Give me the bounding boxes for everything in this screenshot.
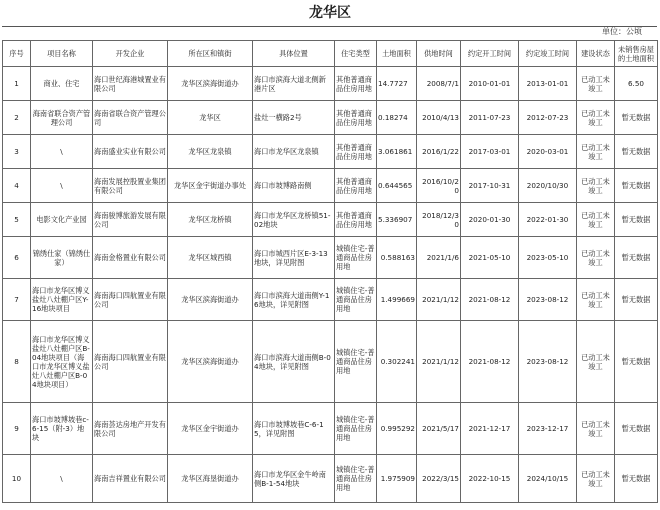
cell-start-date: 2010-01-01 xyxy=(461,67,519,101)
cell-district: 龙华区金宇街道办 xyxy=(168,403,253,455)
cell-location: 海口市坡博坡巷C-6-15，详见附图 xyxy=(253,403,335,455)
cell-district: 龙华区金宇街道办事处 xyxy=(168,169,253,203)
cell-location: 海口市城西片区E-3-13地块，详见附图 xyxy=(253,237,335,279)
cell-developer: 海南金格置业有限公司 xyxy=(93,237,168,279)
cell-index: 10 xyxy=(3,455,31,503)
cell-land-area: 5.336907 xyxy=(377,203,417,237)
cell-district: 龙华区城西镇 xyxy=(168,237,253,279)
cell-developer: 海南荟达房地产开发有限公司 xyxy=(93,403,168,455)
cell-developer: 海南发展控股置业集团有限公司 xyxy=(93,169,168,203)
cell-location: 海口市龙华区龙桥镇51-02地块 xyxy=(253,203,335,237)
cell-land-area: 0.644565 xyxy=(377,169,417,203)
cell-start-date: 2020-01-30 xyxy=(461,203,519,237)
cell-developer: 海南省联合资产管理公司 xyxy=(93,101,168,135)
column-header: 约定竣工时间 xyxy=(519,41,577,67)
cell-location: 海口市坡博路南侧 xyxy=(253,169,335,203)
cell-status: 已动工未竣工 xyxy=(577,279,615,321)
cell-status: 已动工未竣工 xyxy=(577,403,615,455)
cell-land-area: 1.499669 xyxy=(377,279,417,321)
column-header: 序号 xyxy=(3,41,31,67)
cell-district: 龙华区 xyxy=(168,101,253,135)
cell-developer: 海南海口四航置业有限公司 xyxy=(93,279,168,321)
cell-developer: 海南盛业实业有限公司 xyxy=(93,135,168,169)
cell-project: 商业、住宅 xyxy=(31,67,93,101)
column-header: 未销售房屋的土地面积 xyxy=(615,41,658,67)
cell-district: 龙华区龙泉镇 xyxy=(168,135,253,169)
cell-completion-date: 2024/10/15 xyxy=(519,455,577,503)
cell-unsold-area: 暂无数据 xyxy=(615,403,658,455)
cell-land-area: 1.975909 xyxy=(377,455,417,503)
cell-completion-date: 2013-01-01 xyxy=(519,67,577,101)
cell-housing-type: 其他普通商品住房用地 xyxy=(335,203,377,237)
table-row xyxy=(3,403,658,455)
cell-project: \ xyxy=(31,169,93,203)
column-header: 所在区和镇街 xyxy=(168,41,253,67)
cell-project: \ xyxy=(31,135,93,169)
cell-completion-date: 2020-03-01 xyxy=(519,135,577,169)
cell-location: 海口市龙华区龙泉镇 xyxy=(253,135,335,169)
cell-completion-date: 2022-01-30 xyxy=(519,203,577,237)
cell-district: 龙华区滨海街道办 xyxy=(168,67,253,101)
table-row xyxy=(3,279,658,321)
cell-land-area: 0.302241 xyxy=(377,321,417,403)
cell-project: 海口市龙华区博义盐灶八灶棚户区B-04地块项目（海口市龙华区博义盐灶八灶棚户区B-04地块项目） xyxy=(31,321,93,403)
cell-completion-date: 2020/10/30 xyxy=(519,169,577,203)
cell-status: 已动工未竣工 xyxy=(577,203,615,237)
column-header: 约定开工时间 xyxy=(461,41,519,67)
cell-housing-type: 城镇住宅-普通商品住房用地 xyxy=(335,321,377,403)
cell-unsold-area: 暂无数据 xyxy=(615,169,658,203)
cell-status: 已动工未竣工 xyxy=(577,101,615,135)
table-row xyxy=(3,455,658,503)
cell-completion-date: 2023-08-12 xyxy=(519,321,577,403)
cell-status: 已动工未竣工 xyxy=(577,237,615,279)
title-divider xyxy=(2,26,657,27)
cell-developer: 海南吉祥置业有限公司 xyxy=(93,455,168,503)
cell-status: 已动工未竣工 xyxy=(577,321,615,403)
cell-index: 6 xyxy=(3,237,31,279)
cell-location: 盐灶一横路2号 xyxy=(253,101,335,135)
table-row xyxy=(3,135,658,169)
column-header: 建设状态 xyxy=(577,41,615,67)
cell-land-area: 0.18274 xyxy=(377,101,417,135)
cell-start-date: 2022-10-15 xyxy=(461,455,519,503)
cell-index: 4 xyxy=(3,169,31,203)
cell-unsold-area: 暂无数据 xyxy=(615,279,658,321)
cell-completion-date: 2023-05-10 xyxy=(519,237,577,279)
cell-index: 9 xyxy=(3,403,31,455)
cell-land-area: 3.061861 xyxy=(377,135,417,169)
cell-project: 海口市龙华区博义盐灶八灶棚户区Y-16地块项目 xyxy=(31,279,93,321)
cell-developer: 海口世纪海港城置业有限公司 xyxy=(93,67,168,101)
cell-housing-type: 其他普通商品住房用地 xyxy=(335,169,377,203)
cell-supply-date: 2008/7/1 xyxy=(417,67,461,101)
cell-supply-date: 2021/1/6 xyxy=(417,237,461,279)
cell-project: 锦绣仕家（锦绣仕家） xyxy=(31,237,93,279)
cell-district: 龙华区滨海街道办 xyxy=(168,279,253,321)
cell-unsold-area: 暂无数据 xyxy=(615,203,658,237)
cell-district: 龙华区龙桥镇 xyxy=(168,203,253,237)
cell-start-date: 2017-03-01 xyxy=(461,135,519,169)
cell-start-date: 2021-05-10 xyxy=(461,237,519,279)
cell-status: 已动工未竣工 xyxy=(577,169,615,203)
cell-housing-type: 城镇住宅-普通商品住房用地 xyxy=(335,279,377,321)
cell-supply-date: 2021/1/12 xyxy=(417,279,461,321)
cell-supply-date: 2021/1/12 xyxy=(417,321,461,403)
cell-project: 海口市坡博坡巷c-6-15（附-3）地块 xyxy=(31,403,93,455)
cell-unsold-area: 暂无数据 xyxy=(615,321,658,403)
cell-location: 海口市滨海大道南侧Y-16地块，详见附图 xyxy=(253,279,335,321)
unit-label: 单位：公顷 xyxy=(602,27,642,36)
cell-housing-type: 其他普通商品住房用地 xyxy=(335,101,377,135)
cell-unsold-area: 暂无数据 xyxy=(615,237,658,279)
cell-status: 已动工未竣工 xyxy=(577,135,615,169)
cell-housing-type: 城镇住宅-普通商品住房用地 xyxy=(335,403,377,455)
table-row xyxy=(3,101,658,135)
cell-land-area: 0.588163 xyxy=(377,237,417,279)
column-header: 供地时间 xyxy=(417,41,461,67)
table-row xyxy=(3,67,658,101)
cell-supply-date: 2010/4/13 xyxy=(417,101,461,135)
cell-index: 7 xyxy=(3,279,31,321)
column-header: 开发企业 xyxy=(93,41,168,67)
cell-start-date: 2021-08-12 xyxy=(461,321,519,403)
cell-location: 海口市滨海大道北侧新港片区 xyxy=(253,67,335,101)
cell-index: 1 xyxy=(3,67,31,101)
cell-project: \ xyxy=(31,455,93,503)
cell-unsold-area: 暂无数据 xyxy=(615,135,658,169)
table-row xyxy=(3,321,658,403)
cell-housing-type: 城镇住宅-普通商品住房用地 xyxy=(335,455,377,503)
cell-supply-date: 2016/10/20 xyxy=(417,169,461,203)
cell-unsold-area: 6.50 xyxy=(615,67,658,101)
cell-district: 龙华区海垦街道办 xyxy=(168,455,253,503)
cell-project: 电影文化产业园 xyxy=(31,203,93,237)
column-header: 土地面积 xyxy=(377,41,417,67)
cell-developer: 海南海口四航置业有限公司 xyxy=(93,321,168,403)
column-header: 具体位置 xyxy=(253,41,335,67)
table-header-row xyxy=(3,41,658,67)
cell-supply-date: 2018/12/30 xyxy=(417,203,461,237)
cell-completion-date: 2023-12-17 xyxy=(519,403,577,455)
cell-supply-date: 2016/1/22 xyxy=(417,135,461,169)
cell-index: 8 xyxy=(3,321,31,403)
cell-location: 海口市滨海大道南侧B-04地块，详见附图 xyxy=(253,321,335,403)
cell-developer: 海南骏博旅游发展有限公司 xyxy=(93,203,168,237)
cell-start-date: 2011-07-23 xyxy=(461,101,519,135)
table-row xyxy=(3,203,658,237)
cell-start-date: 2017-10-31 xyxy=(461,169,519,203)
cell-index: 3 xyxy=(3,135,31,169)
cell-land-area: 0.995292 xyxy=(377,403,417,455)
cell-housing-type: 城镇住宅-普通商品住房用地 xyxy=(335,237,377,279)
cell-start-date: 2021-12-17 xyxy=(461,403,519,455)
cell-housing-type: 其他普通商品住房用地 xyxy=(335,67,377,101)
cell-unsold-area: 暂无数据 xyxy=(615,455,658,503)
cell-start-date: 2021-08-12 xyxy=(461,279,519,321)
cell-project: 海南省联合资产管理公司 xyxy=(31,101,93,135)
column-header: 项目名称 xyxy=(31,41,93,67)
cell-district: 龙华区滨海街道办 xyxy=(168,321,253,403)
cell-index: 2 xyxy=(3,101,31,135)
cell-housing-type: 其他普通商品住房用地 xyxy=(335,135,377,169)
cell-supply-date: 2021/5/17 xyxy=(417,403,461,455)
column-header: 住宅类型 xyxy=(335,41,377,67)
cell-completion-date: 2012-07-23 xyxy=(519,101,577,135)
table-row xyxy=(3,237,658,279)
land-table xyxy=(2,40,658,503)
cell-land-area: 14.7727 xyxy=(377,67,417,101)
page-title: 龙华区 xyxy=(309,5,351,21)
table-row xyxy=(3,169,658,203)
cell-supply-date: 2022/3/15 xyxy=(417,455,461,503)
cell-completion-date: 2023-08-12 xyxy=(519,279,577,321)
cell-status: 已动工未竣工 xyxy=(577,67,615,101)
cell-location: 海口市龙华区金牛岭南侧B-1-54地块 xyxy=(253,455,335,503)
cell-unsold-area: 暂无数据 xyxy=(615,101,658,135)
cell-status: 已动工未竣工 xyxy=(577,455,615,503)
cell-index: 5 xyxy=(3,203,31,237)
